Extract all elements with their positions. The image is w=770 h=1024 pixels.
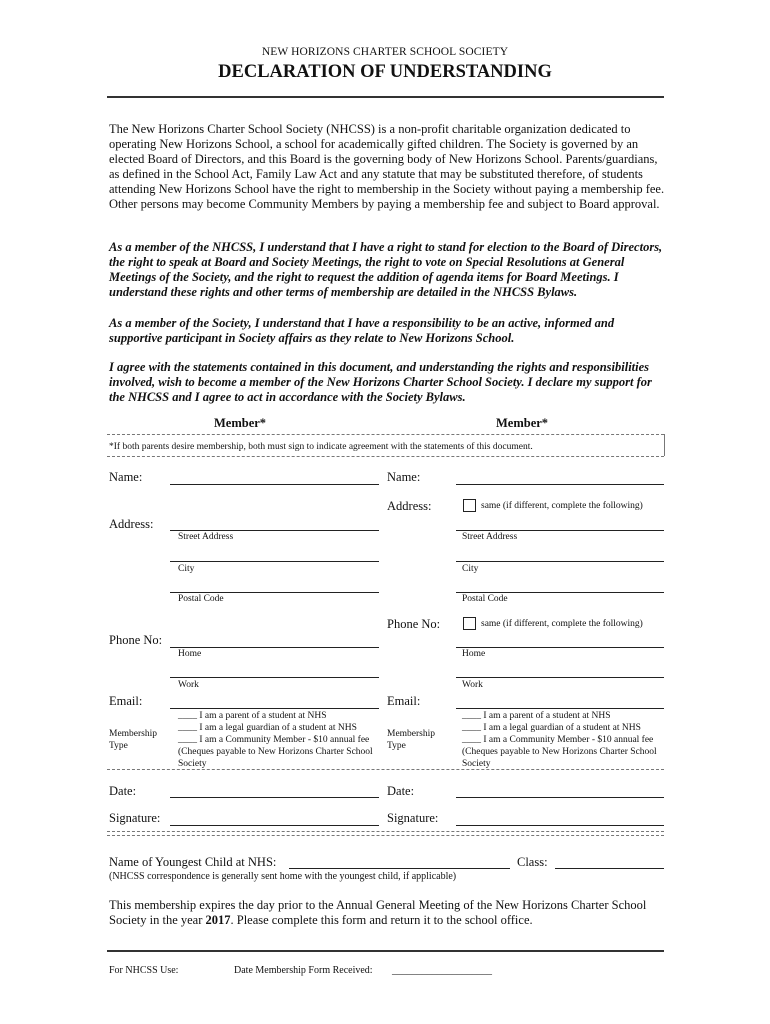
youngest-child-field[interactable] <box>289 868 510 869</box>
postal-caption-left: Postal Code <box>178 594 224 604</box>
footnote: *If both parents desire membership, both must sign to indicate agreement with the statements of this document. <box>109 442 533 452</box>
home-caption-left: Home <box>178 649 202 659</box>
membership-option-parent-left[interactable]: ____ I am a parent of a student at NHS <box>178 711 327 721</box>
city-caption-left: City <box>178 564 195 574</box>
street-field-right[interactable] <box>456 530 664 531</box>
street-field-left[interactable] <box>170 530 379 531</box>
phone-label-left: Phone No: <box>109 633 163 647</box>
city-caption-right: City <box>462 564 479 574</box>
signature-rule-2 <box>107 835 664 836</box>
expiry-text-before: This membership expires the day prior to the Annual General Meeting of the New Horizons Charter School Society in the year <box>109 898 647 927</box>
name-field-left[interactable] <box>170 484 379 485</box>
signature-field-left[interactable] <box>170 825 379 826</box>
membership-option-guardian-right[interactable]: ____ I am a legal guardian of a student at NHS <box>462 723 641 733</box>
office-use-label: For NHCSS Use: <box>109 965 179 976</box>
signature-rule-1 <box>107 831 664 832</box>
email-label-right: Email: <box>387 694 421 708</box>
email-field-right[interactable] <box>456 708 664 709</box>
same-address-text: same (if different, complete the following) <box>481 501 643 511</box>
date-received-label: Date Membership Form Received: <box>234 965 373 976</box>
same-phone-checkbox[interactable] <box>463 617 476 630</box>
date-label-right: Date: <box>387 784 415 798</box>
intro-paragraph: The New Horizons Charter School Society (NHCSS) is a non-profit charitable organization dedicated to operating New Horizons School, a school for academically gifted children. The Society is governed by an elected Board of Directors, and this Board is the governing body of New Horizons School. Parents/guardians, as defined in the School Act, Family Law Act and any statute that may be substituted therefore, of students attending New Horizons School have the right to membership in the Society without paying a membership fee. Other persons may become Community Members by paying a membership fee and subject to Board approval. <box>109 122 665 211</box>
agreement-paragraph: I agree with the statements contained in this document, and understanding the rights and responsibilities involved, wish to become a member of the New Horizons Charter School Society. I declare my support for the NHCSS and I agree to act in accordance with the Society Bylaws. <box>109 360 652 404</box>
address-label-right: Address: <box>387 499 432 513</box>
page-title: DECLARATION OF UNDERSTANDING <box>218 62 552 82</box>
membership-option-parent-right[interactable]: ____ I am a parent of a student at NHS <box>462 711 611 721</box>
postal-field-right[interactable] <box>456 592 664 593</box>
rights-paragraph: As a member of the NHCSS, I understand that I have a right to stand for election to the Board of Directors, the right to speak at Board and Society Meetings, the right to vote on Special Resolutions at General Meetings of the Society, and the right to request the addition of agenda items for Board Meetings. I understand these rights and other terms of membership are detailed in the NHCSS Bylaws. <box>109 240 663 299</box>
city-field-right[interactable] <box>456 561 664 562</box>
email-field-left[interactable] <box>170 708 379 709</box>
home-caption-right: Home <box>462 649 486 659</box>
date-label-left: Date: <box>109 784 137 798</box>
signature-field-right[interactable] <box>456 825 664 826</box>
membership-option-community-left[interactable]: ____ I am a Community Member - $10 annual fee (Cheques payable to New Horizons Charter School Society <box>178 735 373 769</box>
org-name: NEW HORIZONS CHARTER SCHOOL SOCIETY <box>261 46 509 58</box>
work-phone-field-left[interactable] <box>170 677 379 678</box>
youngest-child-label: Name of Youngest Child at NHS: <box>109 855 277 869</box>
signature-label-left: Signature: <box>109 811 161 825</box>
membership-type-label-left: Membership Type <box>109 729 158 751</box>
address-label-left: Address: <box>109 517 154 531</box>
expiry-text-after: . Please complete this form and return it to the school office. <box>230 913 533 927</box>
email-label-left: Email: <box>109 694 143 708</box>
work-caption-right: Work <box>462 680 483 690</box>
membership-options-right <box>462 710 662 770</box>
youngest-note: (NHCSS correspondence is generally sent home with the youngest child, if applicable) <box>109 871 457 882</box>
expiry-paragraph <box>109 898 669 928</box>
member-right-heading: Member* <box>496 416 549 430</box>
date-field-right[interactable] <box>456 797 664 798</box>
work-caption-left: Work <box>178 680 199 690</box>
postal-caption-right: Postal Code <box>462 594 508 604</box>
membership-option-community-right[interactable]: ____ I am a Community Member - $10 annual fee (Cheques payable to New Horizons Charter School Society <box>462 735 657 769</box>
phone-label-right: Phone No: <box>387 617 441 631</box>
work-phone-field-right[interactable] <box>456 677 664 678</box>
name-field-right[interactable] <box>456 484 664 485</box>
same-address-checkbox[interactable] <box>463 499 476 512</box>
date-received-blank: ____________________ <box>392 965 492 976</box>
postal-field-left[interactable] <box>170 592 379 593</box>
street-caption-left: Street Address <box>178 532 234 542</box>
membership-option-guardian-left[interactable]: ____ I am a legal guardian of a student at NHS <box>178 723 357 733</box>
footnote-side-rule <box>664 434 665 456</box>
home-phone-field-left[interactable] <box>170 647 379 648</box>
member-left-heading: Member* <box>214 416 267 430</box>
name-label-right: Name: <box>387 470 421 484</box>
responsibility-paragraph: As a member of the Society, I understand that I have a responsibility to be an active, informed and supportive participant in Society affairs as they relate to New Horizons School. <box>109 316 615 345</box>
header-divider <box>107 96 664 98</box>
city-field-left[interactable] <box>170 561 379 562</box>
same-phone-text: same (if different, complete the following) <box>481 619 643 629</box>
membership-options-left <box>178 710 378 770</box>
signature-label-right: Signature: <box>387 811 439 825</box>
footnote-top-rule <box>107 434 664 435</box>
date-field-left[interactable] <box>170 797 379 798</box>
office-divider <box>107 950 664 952</box>
membership-bottom-rule <box>107 769 664 770</box>
name-label-left: Name: <box>109 470 143 484</box>
class-field[interactable] <box>555 868 664 869</box>
home-phone-field-right[interactable] <box>456 647 664 648</box>
class-label: Class: <box>517 855 548 869</box>
expiry-year: 2017 <box>205 913 231 927</box>
membership-type-label-right: Membership Type <box>387 729 436 751</box>
street-caption-right: Street Address <box>462 532 518 542</box>
footnote-bottom-rule <box>107 456 664 457</box>
